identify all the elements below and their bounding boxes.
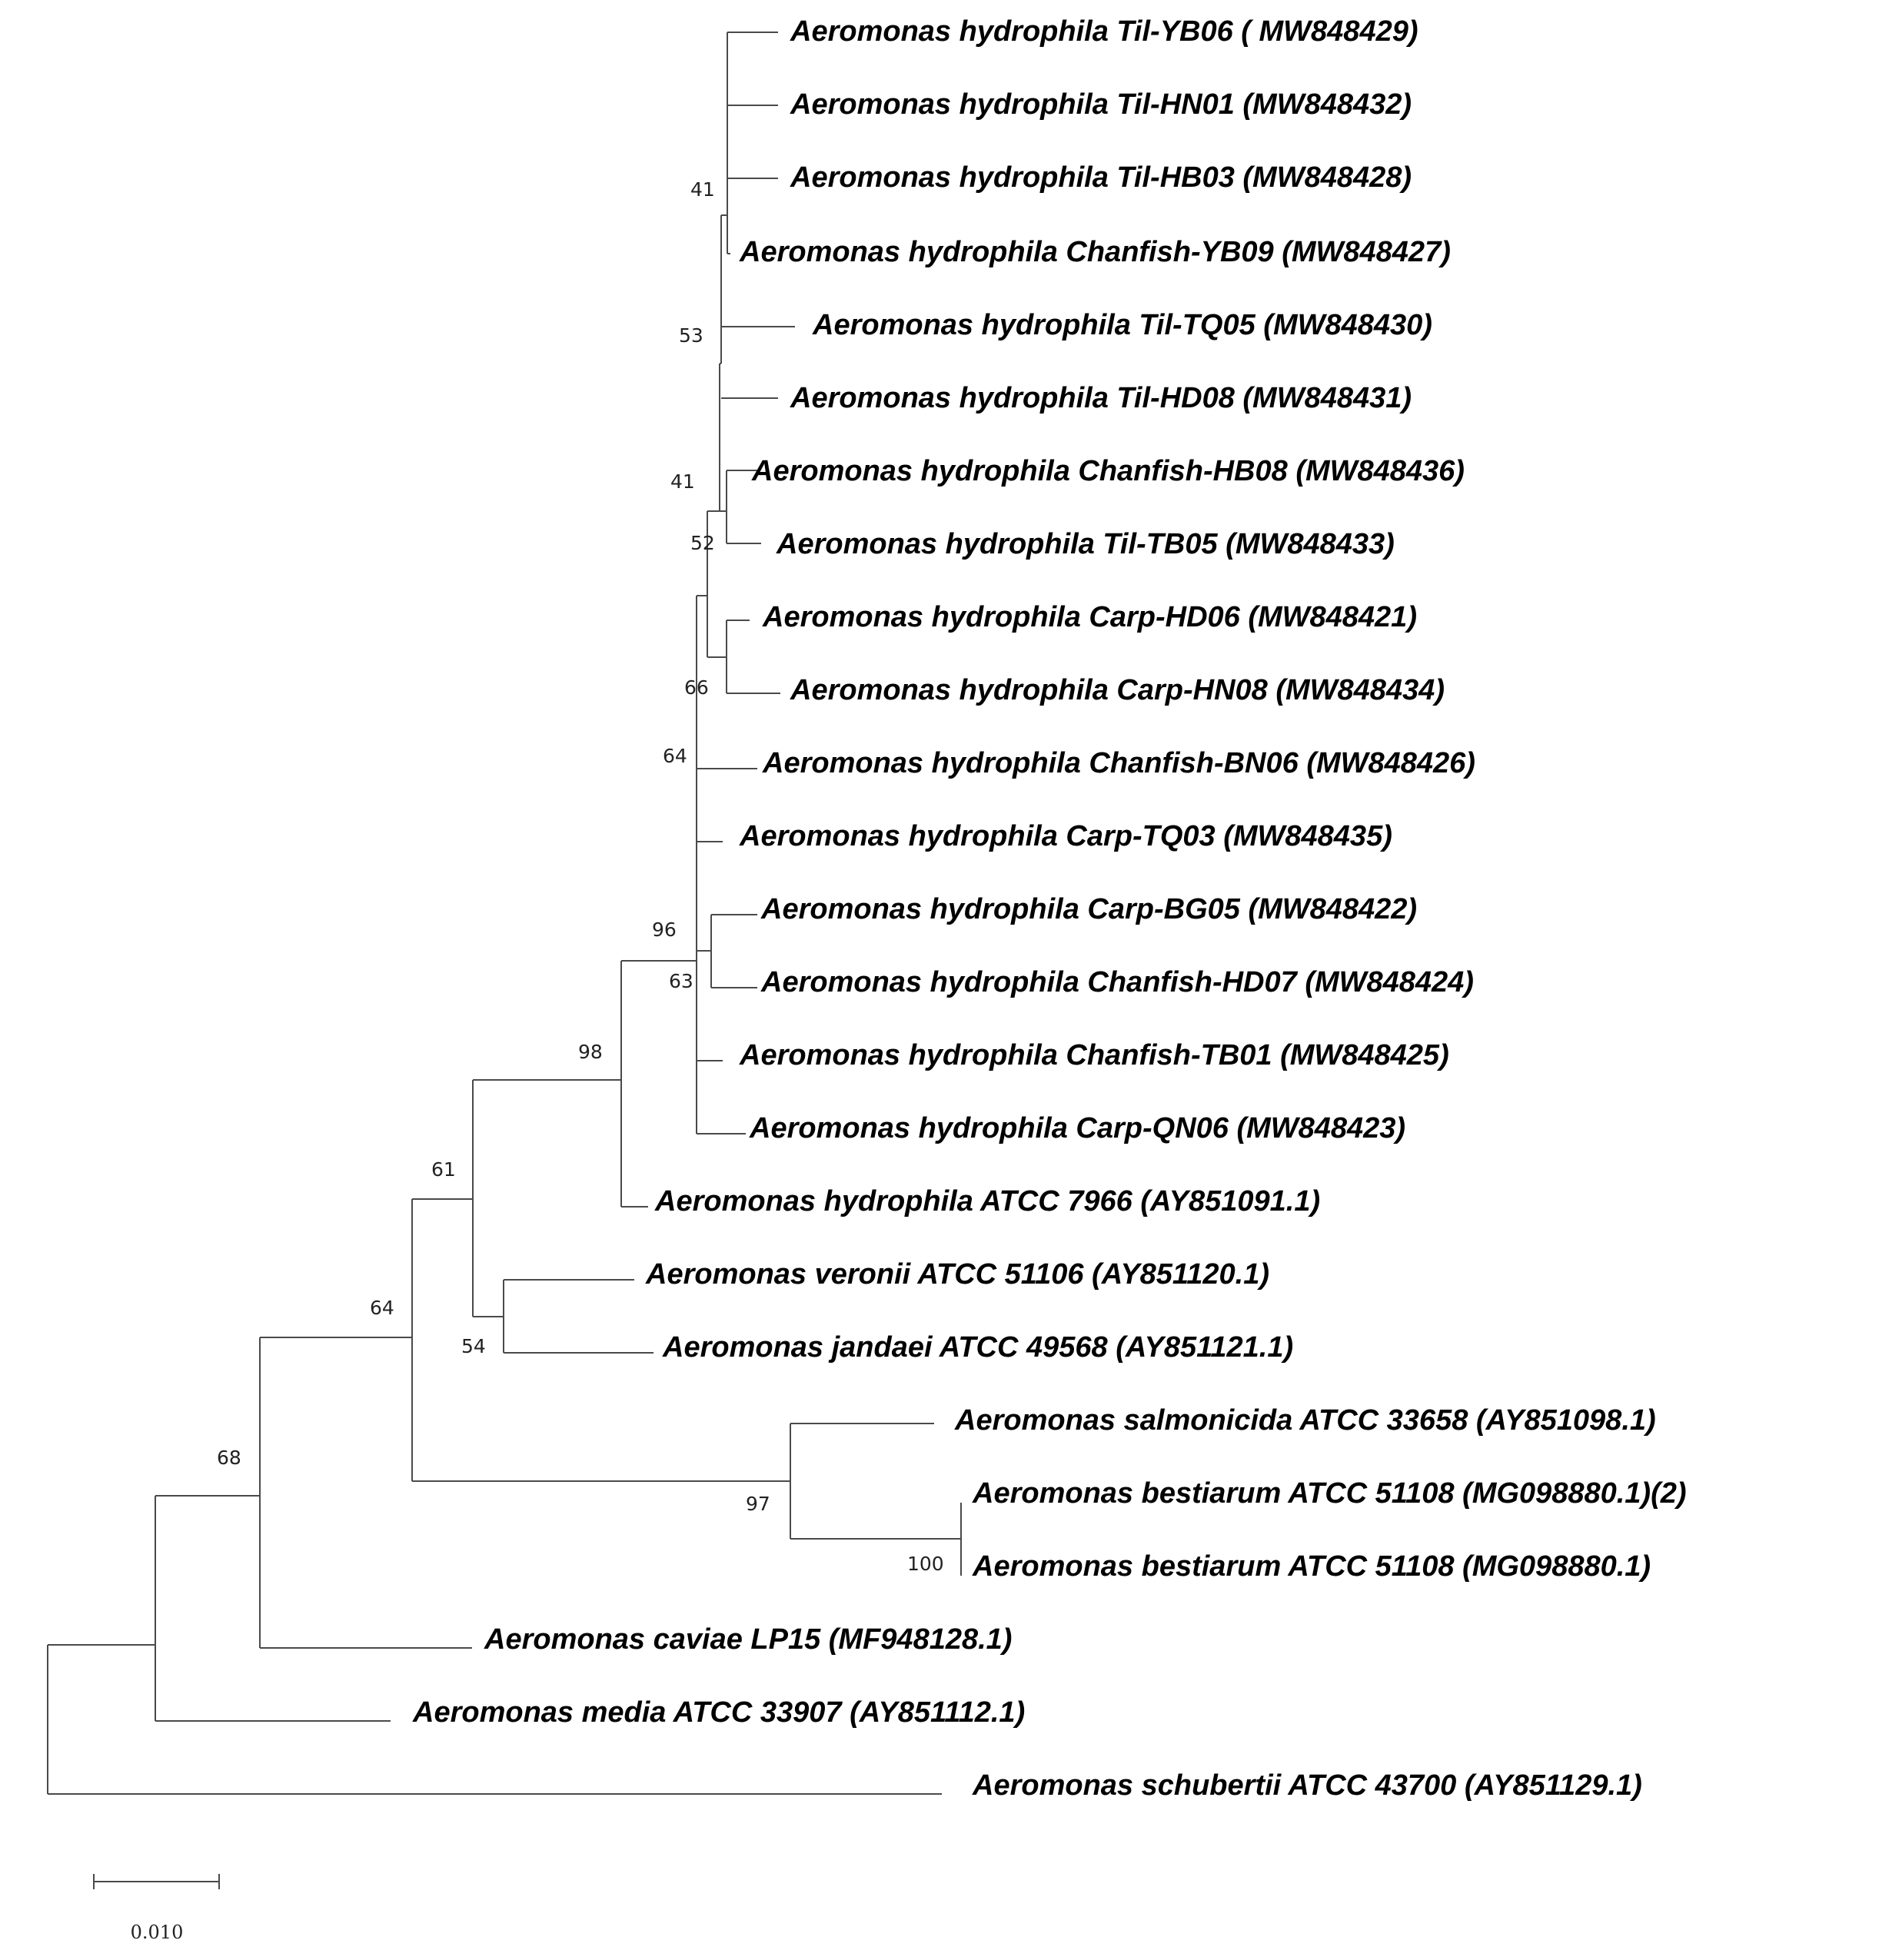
taxon-label: Aeromonas hydrophila Chanfish-HD07 (MW848424) [761,966,1474,998]
taxon-label: Aeromonas hydrophila Carp-HD06 (MW848421) [763,601,1417,633]
bootstrap-value: 61 [431,1158,456,1181]
taxon-label: Aeromonas hydrophila Carp-QN06 (MW848423) [750,1112,1406,1144]
taxon-label: Aeromonas salmonicida ATCC 33658 (AY851098.1) [955,1404,1656,1437]
bootstrap-value: 98 [578,1041,603,1063]
bootstrap-value: 63 [669,970,693,992]
bootstrap-value: 41 [690,178,715,201]
taxon-label: Aeromonas hydrophila Chanfish-HB08 (MW848436) [752,455,1465,487]
taxon-label: Aeromonas hydrophila Til-HD08 (MW848431) [790,382,1412,414]
taxon-label: Aeromonas caviae LP15 (MF948128.1) [484,1623,1013,1656]
taxon-label: Aeromonas hydrophila Til-TB05 (MW848433) [777,528,1395,560]
bootstrap-value: 100 [907,1553,944,1575]
taxon-label: Aeromonas hydrophila Til-YB06 ( MW848429) [790,15,1418,48]
scale-bar [94,1874,219,1943]
bootstrap-value: 52 [690,532,715,554]
taxon-label: Aeromonas hydrophila Til-HB03 (MW848428) [790,161,1412,194]
taxon-label: Aeromonas media ATCC 33907 (AY851112.1) [413,1696,1026,1729]
bootstrap-value: 66 [684,676,709,699]
taxon-label: Aeromonas hydrophila Til-TQ05 (MW848430) [813,309,1432,341]
taxon-label: Aeromonas hydrophila Til-HN01 (MW848432) [790,88,1412,121]
taxon-label: Aeromonas hydrophila Chanfish-YB09 (MW848427) [740,236,1451,268]
taxon-label: Aeromonas hydrophila Carp-BG05 (MW848422) [761,893,1418,925]
taxon-label: Aeromonas hydrophila Chanfish-TB01 (MW848425) [740,1039,1449,1071]
bootstrap-value: 41 [670,470,695,493]
taxon-label: Aeromonas schubertii ATCC 43700 (AY851129.1) [973,1769,1642,1802]
taxon-label: Aeromonas bestiarum ATCC 51108 (MG098880.1) [973,1550,1651,1583]
taxon-labels [412,15,1687,1802]
scale-bar-label: 0.010 [130,1922,184,1943]
bootstrap-value: 96 [652,919,677,941]
bootstrap-value: 64 [370,1297,394,1319]
bootstrap-value: 54 [461,1335,486,1357]
taxon-label: Aeromonas bestiarum ATCC 51108 (MG098880.1)(2) [973,1477,1687,1510]
taxon-label: Aeromonas hydrophila ATCC 7966 (AY851091.1) [655,1185,1321,1218]
taxon-label: Aeromonas jandaei ATCC 49568 (AY851121.1) [663,1331,1294,1364]
bootstrap-value: 97 [746,1493,770,1515]
bootstrap-value: 68 [217,1447,241,1469]
taxon-label: Aeromonas hydrophila Carp-TQ03 (MW848435) [740,820,1392,852]
taxon-label: Aeromonas hydrophila Chanfish-BN06 (MW848426) [763,747,1475,779]
taxon-label: Aeromonas hydrophila Carp-HN08 (MW848434) [790,674,1445,706]
bootstrap-value: 53 [679,324,703,347]
bootstrap-value: 64 [663,745,687,767]
taxon-label: Aeromonas veronii ATCC 51106 (AY851120.1) [646,1258,1269,1291]
